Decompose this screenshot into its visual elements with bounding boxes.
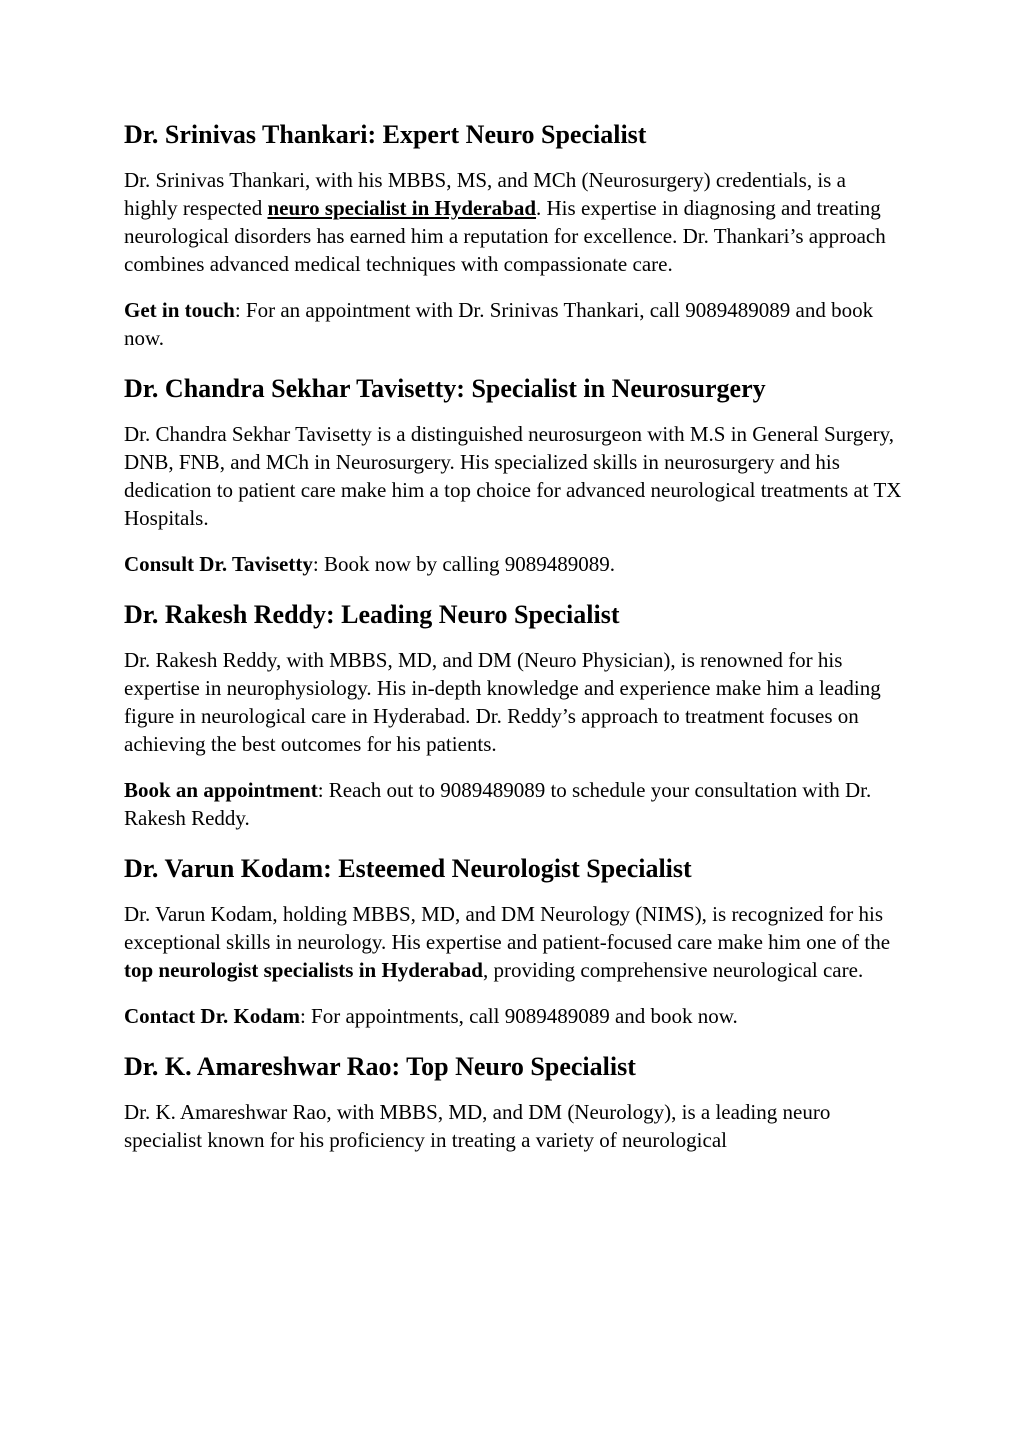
contact-text: : Book now by calling 9089489089. bbox=[312, 552, 616, 576]
bold-phrase: top neurologist specialists in Hyderabad bbox=[124, 958, 483, 982]
section-heading: Dr. Chandra Sekhar Tavisetty: Specialist in Neurosurgery bbox=[124, 374, 766, 403]
contact-text: : For appointments, call 9089489089 and book now. bbox=[299, 1004, 738, 1028]
paragraph-text: , providing comprehensive neurological care. bbox=[483, 958, 864, 982]
section-heading: Dr. Varun Kodam: Esteemed Neurologist Specialist bbox=[124, 854, 692, 883]
section-rakesh-reddy bbox=[124, 598, 904, 832]
section-heading: Dr. Srinivas Thankari: Expert Neuro Specialist bbox=[124, 120, 647, 149]
section-paragraph bbox=[124, 166, 904, 278]
section-srinivas-thankari bbox=[124, 118, 904, 352]
contact-label: Get in touch bbox=[124, 298, 235, 322]
contact-line bbox=[124, 776, 904, 832]
paragraph-text: Dr. Varun Kodam, holding MBBS, MD, and DM Neurology (NIMS), is recognized for his exceptional skills in neurology. His expertise and patient-focused care make him one of the bbox=[124, 902, 891, 954]
paragraph-text: Dr. Srinivas Thankari, with his MBBS, MS, and MCh (Neurosurgery) credentials, is a highly respected bbox=[124, 168, 846, 220]
section-paragraph: Dr. Rakesh Reddy, with MBBS, MD, and DM (Neuro Physician), is renowned for his expertise in neurophysiology. His in-depth knowledge and experience make him a leading figure in neurological care in Hyderabad. Dr. Reddy’s approach to treatment focuses on achieving the best outcomes for his patients. bbox=[124, 648, 881, 756]
section-heading: Dr. Rakesh Reddy: Leading Neuro Specialist bbox=[124, 600, 620, 629]
paragraph-text: . His expertise in diagnosing and treating neurological disorders has earned him a reputation for excellence. Dr. Thankari’s approach combines advanced medical techniques with compassionate care. bbox=[124, 196, 886, 276]
contact-text: : For an appointment with Dr. Srinivas Thankari, call 9089489089 and book now. bbox=[124, 298, 874, 350]
contact-label: Book an appointment bbox=[124, 778, 318, 802]
document-page bbox=[124, 118, 904, 1172]
section-amareshwar-rao bbox=[124, 1050, 904, 1154]
contact-line bbox=[124, 296, 904, 352]
section-heading: Dr. K. Amareshwar Rao: Top Neuro Specialist bbox=[124, 1052, 636, 1081]
contact-line bbox=[124, 1002, 904, 1030]
section-chandra-sekhar-tavisetty bbox=[124, 372, 904, 578]
contact-label: Contact Dr. Kodam bbox=[124, 1004, 300, 1028]
contact-text: : Reach out to 9089489089 to schedule your consultation with Dr. Rakesh Reddy. bbox=[124, 778, 872, 830]
contact-line bbox=[124, 550, 904, 578]
section-paragraph: Dr. K. Amareshwar Rao, with MBBS, MD, and DM (Neurology), is a leading neuro specialist known for his proficiency in treating a variety of neurological bbox=[124, 1100, 831, 1152]
neuro-specialist-link[interactable]: neuro specialist in Hyderabad bbox=[267, 196, 537, 220]
section-paragraph: Dr. Chandra Sekhar Tavisetty is a distinguished neurosurgeon with M.S in General Surgery, DNB, FNB, and MCh in Neurosurgery. His specialized skills in neurosurgery and his dedication to patient care make him a top choice for advanced neurological treatments at TX Hospitals. bbox=[124, 422, 902, 530]
contact-label: Consult Dr. Tavisetty bbox=[124, 552, 313, 576]
section-varun-kodam bbox=[124, 852, 904, 1030]
section-paragraph bbox=[124, 900, 904, 984]
